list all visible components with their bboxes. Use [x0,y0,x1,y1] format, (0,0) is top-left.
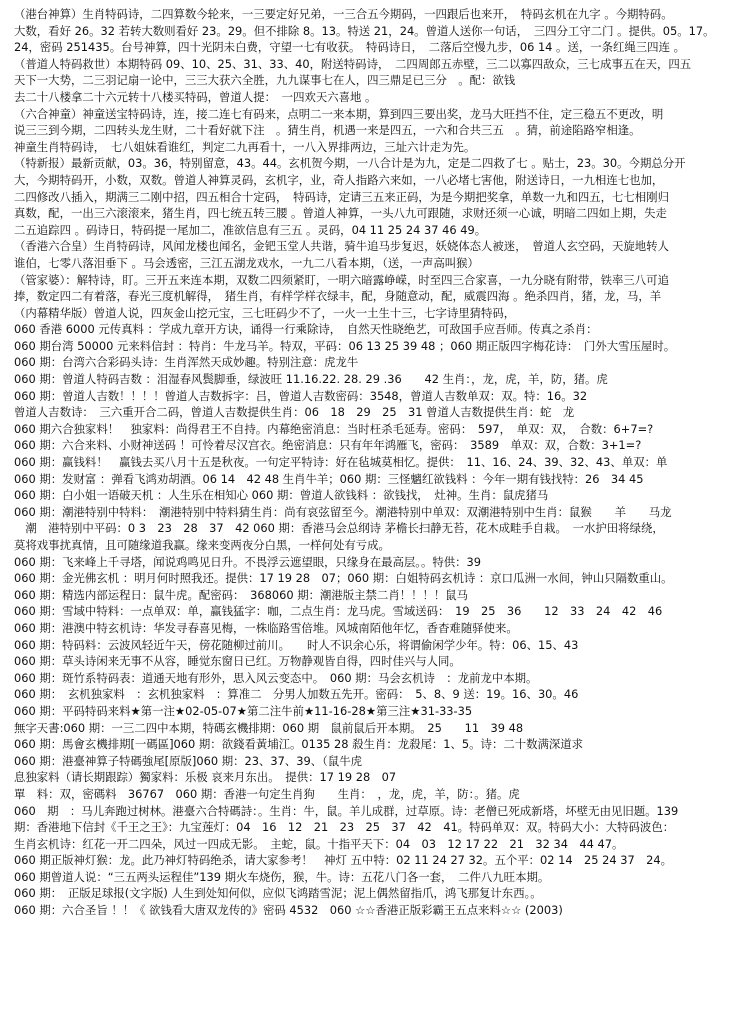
text-line: 060 期：六合来料、小财神送码 ！可怜着尽汉宫衣。绝密消息：只有年年鸿雁飞，密码： 3589 单双：双，合数：3+1=? [14,438,642,453]
text-line: （六合神童）神童送宝特码诗，连，接二连七有码来，点明二一来本期，算到四三要出奖，龙马大旺挡不住，定三稳五不更改，明 [14,106,664,121]
text-line: 捧，数定四二有着落，春光三度机解得， 猪生肖，有样学样衣绿丰，配，身随意动，配，威震四海 。绝杀四肖，猪，龙，马，羊 [14,289,662,304]
text-line: （特新报）最新贡献，03。36，特别留意，43。44。玄机贺今期，一八合计是为九，定是二四救了七 。贴士，23。30。今期总分开 [14,156,686,171]
text-line: （港台神算）生肖特码诗，二四算数今轮来，一三要定好兄弟，一三合五今期码，一四跟后也来开， 特码玄机在九字 。今期特码。 [14,7,673,21]
text-line: （普道人特码救世）本期特码 09、10、25、31、33、40，附送特码诗， 二四周郎五赤壁，三二以寡四敌众，三七成事五在天，四五 [14,56,692,71]
text-line: 莫将戏事扰真情，且可随缘道我赢。缘来变两夜分白黑，一样何处有亏成。 [14,538,390,552]
text-line: 060 期：港澳中特玄机诗：华发寻春喜见梅，一株临路雪倍堆。风城南陌他年忆，香杳难随驿使来。 [14,620,518,635]
text-line: 060 期台湾 50000 元来料信封 ：特肖：牛龙马羊。特双，平码：06 13 25 39 48 ；060 期正版四字梅花诗： 门外大雪压屋时。 [14,338,676,353]
text-line: 去二十八楼拿二十六元转十八楼买特码，曾道人提： 一四欢天六喜地 。 [14,89,377,104]
text-line: 060 期：馬會玄機排期[一碼區]060 期：欲錢看黃埔江。0135 28 殺生肖：龙殺尾：1、5。诗：二十数满深道求 [14,737,584,752]
text-line: 谁伯，七零八落泪垂下 。马会透密，三江五湖龙戏水，一九二八看本期，（送，一声高叫猴） [14,255,479,270]
text-line: 060 期：精选内部运程日：鼠牛虎。配密码： 368060 期：潮港版主禁二肖！！！！鼠马 [14,587,469,602]
text-line: 060 香港 6000 元传真料 ：学成九章开方诀，诵得一行乘除诗， 自然天性晓绝艺，可敌国手应吾师。传真之杀肖： [14,322,598,337]
text-line: 24，密码 251435。台号神算，四十光阴未白费，守望一七有收获。 特码诗日， 二落后空慢九步，06 14 。送，一条红绳三四连 。 [14,40,685,55]
text-line: 060 期：发财富 ：弹看飞鸿劝胡酒。06 14 42 48 生肖牛羊；060 期：三怪魑红欲钱料 ：今年一期有钱找特：26 34 45 [14,471,644,486]
text-line: 真数，配，一出三六滚滚来，猪生肖，四七统五转三腰 。曾道人神算，一头八九可跟随，求财还须一心诚，明暗二四如上期，失走 [14,206,667,221]
text-line: 息独家料（请长期跟踪）獨家料：乐极 哀来月东出。 提供：17 19 28 07 [14,770,397,785]
text-line: 060 期六合独家料！ 独家料：尚得君王不自持。内幕绝密消息：当时枉杀毛延寿。密码： 597， 单双：双， 合数：6+7=? [14,421,654,436]
text-line: 潮 港特别中平码：0 3 23 28 37 42 060 期：香港马会总纲诗 茅檐长扫静无苔，花木成畦手自栽。 一水护田将绿绕， [14,521,664,536]
text-line: 060 期：雪域中特料：一点单双：单，赢钱猛字：咖，二点生肖：龙马虎。雪域送码： 19 25 36 12 33 24 42 46 [14,604,663,619]
text-line: 期：香港地下信封《千王之王》：九宝莲灯：04 16 12 21 23 25 37 42 41。特码单双：双。特码大小：大特码波色： [14,820,675,835]
text-line: 天下一大势，二三羽记扇一论中，三三大获六全胜，九九谋事七在人，四三鼎足已三分 。配：欲钱 [14,73,516,88]
text-line: 060 期：草头诗闲来无事不从容，睡觉东窗日已红。万物静观皆自得，四时佳兴与人同。 [14,654,461,669]
text-line: 060 期：平码特码来料★第一注★02-05-07★第二注牛前★11-16-28★第三注★31-33-35 [14,703,473,718]
text-line: 060 期： 玄机独家料 ：玄机独家料 ：算准二 分男人加数五先开。密码： 5、8、9 送：19。16、30。46 [14,687,579,702]
text-line: 生肖玄机诗：红花一开二四朵，风过一四成无影。 主蛇，鼠。十指平天下：04 03 12 17 22 21 32 34 44 47。 [14,836,624,851]
text-line: 说三三到今期，二四转头龙生财，二十看好就下注 。猜生肖，机遇一来是四五，一六和合共三五 。猜，前途陷路窄相逢。 [14,123,641,138]
text-line: 060 期： 正版足球报(文字版) 人生到处知何似，应似飞鸿踏雪泥；泥上偶然留指爪，鸿飞那复计东西。。 [14,886,542,901]
text-line: （内幕精华版）曾道人说，四灰金山挖元宝，三七旺码少不了，一火一土生十三，七字诗里猜特码， [14,305,516,320]
text-line: 060 期：六合圣旨 ！！《 欲钱看大唐双龙传的》密码 4532 060 ☆☆香港正版彩霸王五点来料☆☆ (2003) [14,903,563,918]
text-line: 曾道人吉数诗： 三六重开合二码，曾道人吉数提供生肖：06 18 29 25 31 曾道人吉数提供生肖：蛇 龙 [14,405,575,420]
text-line: 060 期：曾道人吉数！！！！曾道人吉数拆字：吕，曾道人吉数密码：3548，曾道人吉数单双：双。特：16。32 [14,388,588,403]
text-line: 060 期：台湾六合彩码头诗：生肖浑然天成妙趣。特别注意：虎龙牛 [14,355,359,370]
text-line: 060 期 ：马儿奔跑过树林。港臺六合特碼詩：。生肖：牛，鼠。羊儿成群，过草原。诗：老僧已死成新塔，坏壁无由见旧题。139 [14,803,679,818]
text-line: 060 期：特码料：云波风轻近午天，傍花随柳过前川。 时人不识余心乐，将谓偷闲学少年。特：06、15、43 [14,637,579,652]
text-line: （香港六合皇）生肖特码诗，风闻龙楼也闻名，金钯玉堂人共谐，骑牛追马步复迟，妖娆体态人被迷， 曾道人玄空码，天旋地转人 [14,239,669,254]
text-line: 060 期：曾道人特码吉数 ：泪湿春风鬓脚垂，绿波旺 11.16.22. 28. 29 .36 42 生肖：，龙，虎，羊，防，猪。虎 [14,372,608,387]
document-body [14,6,725,919]
text-line: 神童生肖特码诗， 七八姐妹看谁红，判定二九再看十，一八入界排两边，三址六计走为先。 [14,139,476,154]
text-line: 060 期：潮港特别中特料： 潮港特别中特料猜生肖：尚有哀弦留至今。潮港特别中单双：双潮港特别中生肖：鼠猴 羊 马龙 [14,504,672,519]
text-line: 060 期曾道人说：“三五两头运程佳”139 期火车烧伤，猴，牛。诗：五花八门各一套， 二件八九旺本期。 [14,869,550,884]
text-line: 060 期：赢钱料！ 赢钱去买八月十五是秋夜。一句定平特诗：好在毡城莫相忆。提供： 11、16、24、39、32、43、单双：单 [14,455,668,470]
text-line: 060 期：斑竹系特码表：道通天地有形外，思入风云变态中。 060 期：马会玄机诗 ：龙前龙中本期。 [14,670,538,685]
text-line: 單 料：双，密碼料 36767 060 期：香港一句定生肖狗 生肖： ，龙，虎，羊，防：。猪。虎 [14,786,520,801]
text-line: 大数，看好 26。32 若转大数则看好 23。29。但不排除 8。13。特送 21，24。曾道人送你一句话， 三四分工守二门 。提供。05。17。 [14,23,715,38]
text-line: 060 期：港臺神算子特碼強尾[原版]060 期：23、37、39、（鼠牛虎 [14,753,362,768]
text-line: 060 期：金光佛玄机 ：明月何时照我还。提供：17 19 28 07；060 期：白姐特码玄机诗 ：京口瓜洲一水间，钟山只隔数重山。 [14,571,673,586]
text-line: 二四修改八插入，期满三二刚中招，四五相合十定码， 特码诗，定请三五来正码，为是今期把奖拿，单数一九和四五，七七相刚归 [14,189,669,204]
text-line: （管家婆）：解特诗，盯。三开五来连本期，双数二四须紧盯，一明六暗露峥嵘，时至四三合家喜，一九分晓有附带，铁率三八可追 [14,272,669,287]
text-line: 060 期：白小姐一语破天机 ：人生乐在相知心 060 期：曾道人欲钱料 ：欲钱找， 灶神。生肖：鼠虎猪马 [14,488,549,503]
text-line: 060 期：飞来峰上千寻塔，闻说鸡鸣见日升。不畏浮云遮望眼，只缘身在最高层。。特供：39 [14,554,482,569]
text-line: 060 期正版神灯猴：龙。此乃神灯特码绝杀，请大家参考！ 神灯 五中特：02 11 24 27 32。五个平：02 14 25 24 37 24。 [14,853,673,868]
text-line: 無字天書:060 期：一三二四中本期，特碼玄機排期：060 期 鼠前鼠后开本期。 25 11 39 48 [14,720,524,735]
text-line: 大，今期特码开，小数，双数。曾道人神算灵码，玄机字，业，奇人指路六来如，一八必堵七害他，附送诗日，一九相连七也加， [14,172,664,187]
text-line: 二五追踪四 。码诗日，特码提一尾加二，准欲信息有三五 。灵码，04 11 25 24 37 46 49。 [14,222,487,237]
